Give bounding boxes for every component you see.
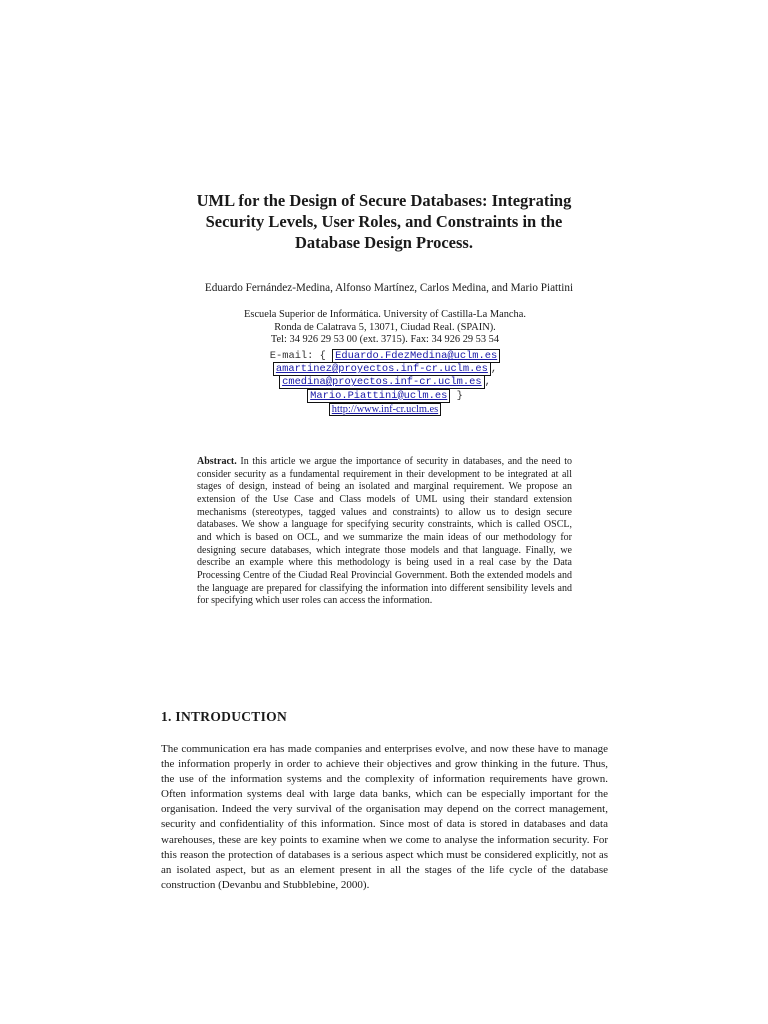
paper-title	[150, 190, 618, 253]
section-heading-introduction: 1. INTRODUCTION	[161, 709, 288, 724]
email-separator-3: ,	[484, 376, 491, 389]
email-link-1[interactable]: Eduardo.FdezMedina@uclm.es	[332, 349, 500, 363]
introduction-paragraph: The communication era has made companies and enterprises evolve, and now these have to manage the information properly in order to achieve their objectives and grow thinking in the future. Thus, the use of the information systems and the complexity of information requirements have grown. Often information systems deal with large data banks, which can be especially important for the organisation. Indeed the very survival of the organisation may depend on the correct management, security and confidentiality of this information. Since most of data is stored in databases and data warehouses, these are key points to examine when we come to analyse the information security. For this reason the protection of databases is a serious aspect which must be considered explicitly, not as an isolated aspect, but as an element present in all the stages of the life cycle of the database construction (Devanbu and Stubblebine, 2000).	[161, 743, 608, 891]
email-link-4[interactable]: Mario.Piattini@uclm.es	[307, 389, 450, 403]
affiliation-line-1: Escuela Superior de Informática. University of Castilla-La Mancha.	[244, 309, 526, 320]
email-row-4	[160, 390, 610, 403]
email-link-2[interactable]: amartinez@proyectos.inf-cr.uclm.es	[273, 362, 491, 376]
email-block	[160, 350, 610, 416]
affiliation-line-2: Ronda de Calatrava 5, 13071, Ciudad Real. (SPAIN).	[274, 321, 496, 333]
title-line-3: Database Design Process.	[295, 233, 473, 252]
email-link-3[interactable]: cmedina@proyectos.inf-cr.uclm.es	[279, 375, 485, 389]
email-prefix: E-mail: {	[269, 350, 326, 362]
abstract-text: In this article we argue the importance of security in databases, and the need to consider security as a fundamental requirement in their development to be integrated at all stages of design, instead of being an isolated and marginal requirement. We propose an extension of the Use Case and Class models of UML using their standard extension mechanisms (stereotypes, tagged values and constraints) to allow us to design secure databases. We show a language for specifying security constraints, which is called OSCL, and which is based on OCL, and we summarize the main ideas of our methodology for designing secure databases, which integrate those models and that language. Finally, we describe an example where this methodology is being used in a real case by the Data Processing Centre of the Ciudad Real Provincial Government. Both the extended models and the language are prepared for classifying the information into different sensibility levels and for specifying which user roles can access the information.	[197, 456, 572, 607]
email-row-3	[160, 376, 610, 389]
title-line-2: Security Levels, User Roles, and Constraints in the	[205, 212, 563, 231]
affiliation-block	[200, 309, 570, 347]
abstract-label: Abstract.	[197, 456, 237, 467]
website-row	[160, 403, 610, 416]
author-list: Eduardo Fernández-Medina, Alfonso Martínez, Carlos Medina, and Mario Piattini	[204, 282, 574, 294]
email-separator-2: ,	[490, 363, 498, 376]
website-link[interactable]: http://www.inf-cr.uclm.es	[329, 403, 441, 416]
email-suffix: }	[456, 389, 463, 402]
title-line-1: UML for the Design of Secure Databases: Integrating	[196, 191, 572, 210]
abstract-paragraph	[197, 456, 572, 608]
affiliation-line-3: Tel: 34 926 29 53 00 (ext. 3715). Fax: 34 926 29 53 54	[270, 334, 500, 346]
